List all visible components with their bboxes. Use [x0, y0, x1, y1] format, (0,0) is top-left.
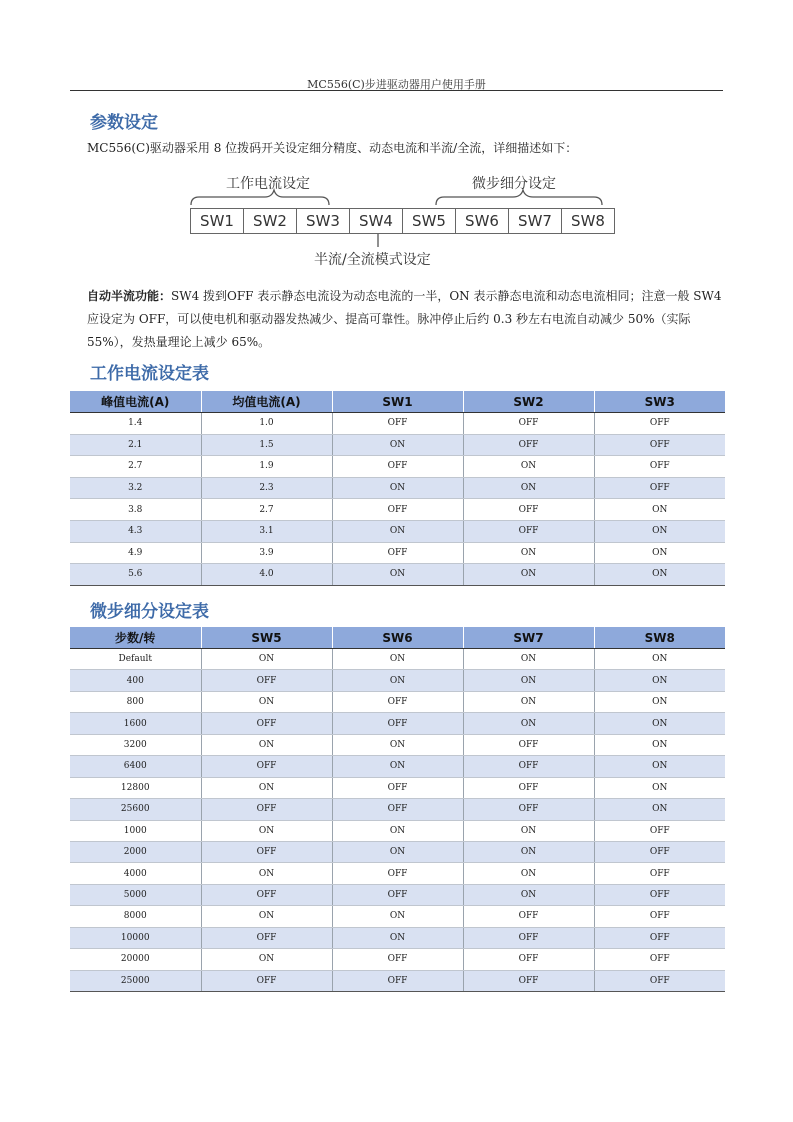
table-cell: ON	[594, 670, 725, 691]
column-header: SW3	[594, 391, 725, 413]
table-cell: OFF	[463, 777, 594, 798]
table-cell: 2.7	[70, 456, 201, 478]
table-cell: ON	[332, 927, 463, 948]
table-cell: OFF	[594, 906, 725, 927]
table-cell: OFF	[463, 520, 594, 542]
table-row	[70, 970, 725, 991]
table-row	[70, 649, 725, 670]
table-row	[70, 863, 725, 884]
table-cell: OFF	[463, 906, 594, 927]
table-cell: 5.6	[70, 564, 201, 586]
current-table	[70, 391, 725, 586]
table-cell: OFF	[594, 413, 725, 435]
column-header: SW8	[594, 627, 725, 649]
table-row	[70, 734, 725, 755]
table-cell: OFF	[201, 841, 332, 862]
section-heading-params: 参数设定	[90, 113, 158, 133]
table-cell: OFF	[201, 670, 332, 691]
table-cell: OFF	[463, 756, 594, 777]
table-cell: 1.0	[201, 413, 332, 435]
auto-half-label: 自动半流功能：	[87, 289, 172, 303]
column-header: SW6	[332, 627, 463, 649]
table-cell: ON	[594, 713, 725, 734]
table-cell: 4000	[70, 863, 201, 884]
column-header: 均值电流(A)	[201, 391, 332, 413]
table-cell: 8000	[70, 906, 201, 927]
table-row	[70, 691, 725, 712]
table-cell: OFF	[332, 777, 463, 798]
table-row	[70, 820, 725, 841]
table-row	[70, 949, 725, 970]
table-cell: OFF	[463, 734, 594, 755]
params-intro: MC556(C)驱动器采用 8 位拨码开关设定细分精度、动态电流和半流/全流，详细描述如下：	[87, 141, 578, 155]
table-cell: OFF	[594, 841, 725, 862]
switch-sw3: SW3	[297, 209, 350, 233]
table-cell: 1.9	[201, 456, 332, 478]
column-header: SW7	[463, 627, 594, 649]
table-cell: 3.9	[201, 542, 332, 564]
table-cell: ON	[201, 863, 332, 884]
table-cell: 6400	[70, 756, 201, 777]
header-rule	[70, 90, 723, 91]
table-cell: ON	[201, 777, 332, 798]
table-cell: 3.1	[201, 520, 332, 542]
table-row	[70, 456, 725, 478]
table-cell: OFF	[201, 927, 332, 948]
table-cell: ON	[332, 564, 463, 586]
table-cell: ON	[594, 499, 725, 521]
table-cell: 10000	[70, 927, 201, 948]
table-cell: OFF	[332, 456, 463, 478]
table-cell: ON	[594, 691, 725, 712]
table-cell: 1.4	[70, 413, 201, 435]
table-cell: 2000	[70, 841, 201, 862]
table-cell: ON	[463, 670, 594, 691]
table-cell: ON	[201, 734, 332, 755]
table-cell: ON	[332, 434, 463, 456]
table-cell: 20000	[70, 949, 201, 970]
table-row	[70, 520, 725, 542]
table-row	[70, 670, 725, 691]
table-cell: OFF	[201, 713, 332, 734]
column-header: SW5	[201, 627, 332, 649]
table-cell: ON	[332, 906, 463, 927]
switch-sw2: SW2	[244, 209, 297, 233]
table-cell: 800	[70, 691, 201, 712]
table-cell: 4.3	[70, 520, 201, 542]
table-cell: ON	[594, 799, 725, 820]
table-cell: ON	[463, 456, 594, 478]
table-cell: OFF	[332, 713, 463, 734]
table-cell: ON	[594, 756, 725, 777]
table-cell: OFF	[594, 477, 725, 499]
table-cell: OFF	[594, 884, 725, 905]
table-cell: OFF	[594, 949, 725, 970]
table-cell: 25600	[70, 799, 201, 820]
table-cell: ON	[463, 841, 594, 862]
table-cell: ON	[594, 542, 725, 564]
table-cell: OFF	[463, 799, 594, 820]
microstep-table-header	[70, 627, 725, 649]
table-cell: 3.8	[70, 499, 201, 521]
microstep-table-heading: 微步细分设定表	[90, 602, 209, 622]
table-cell: OFF	[201, 756, 332, 777]
current-table-heading: 工作电流设定表	[90, 364, 209, 384]
column-header: SW1	[332, 391, 463, 413]
table-cell: OFF	[594, 456, 725, 478]
page-header: MC556(C)步进驱动器用户使用手册	[307, 78, 486, 91]
table-cell: ON	[463, 713, 594, 734]
table-cell: ON	[463, 884, 594, 905]
table-cell: ON	[201, 820, 332, 841]
label-microstep-setting: 微步细分设定	[472, 176, 556, 192]
switch-sw7: SW7	[509, 209, 562, 233]
table-cell: OFF	[332, 413, 463, 435]
label-current-setting: 工作电流设定	[226, 176, 310, 192]
table-cell: 2.1	[70, 434, 201, 456]
table-cell: 5000	[70, 884, 201, 905]
switch-sw4: SW4	[350, 209, 403, 233]
table-cell: OFF	[594, 434, 725, 456]
table-row	[70, 713, 725, 734]
table-cell: OFF	[332, 863, 463, 884]
table-cell: 400	[70, 670, 201, 691]
table-cell: 2.7	[201, 499, 332, 521]
label-half-full-current: 半流/全流模式设定	[314, 252, 431, 268]
table-row	[70, 564, 725, 586]
table-cell: ON	[463, 564, 594, 586]
table-cell: OFF	[332, 799, 463, 820]
table-cell: ON	[594, 520, 725, 542]
table-cell: 3.2	[70, 477, 201, 499]
table-cell: 25000	[70, 970, 201, 991]
table-cell: ON	[594, 649, 725, 670]
table-cell: ON	[332, 820, 463, 841]
table-cell: ON	[463, 691, 594, 712]
table-cell: 4.0	[201, 564, 332, 586]
table-cell: ON	[594, 564, 725, 586]
table-cell: OFF	[201, 799, 332, 820]
table-cell: OFF	[463, 413, 594, 435]
table-row	[70, 841, 725, 862]
table-cell: Default	[70, 649, 201, 670]
table-row	[70, 777, 725, 798]
microstep-table-body	[70, 649, 725, 992]
table-cell: ON	[463, 863, 594, 884]
column-header: SW2	[463, 391, 594, 413]
table-cell: 4.9	[70, 542, 201, 564]
table-cell: ON	[594, 734, 725, 755]
table-cell: ON	[463, 477, 594, 499]
table-cell: OFF	[332, 949, 463, 970]
table-cell: 1000	[70, 820, 201, 841]
table-cell: 2.3	[201, 477, 332, 499]
table-row	[70, 906, 725, 927]
table-cell: 1.5	[201, 434, 332, 456]
table-cell: ON	[463, 542, 594, 564]
auto-half-paragraph	[87, 285, 727, 354]
table-row	[70, 927, 725, 948]
table-cell: OFF	[594, 927, 725, 948]
table-cell: OFF	[594, 863, 725, 884]
table-cell: ON	[201, 906, 332, 927]
table-cell: ON	[332, 670, 463, 691]
table-cell: OFF	[594, 820, 725, 841]
table-row	[70, 542, 725, 564]
table-cell: ON	[332, 756, 463, 777]
table-cell: OFF	[332, 970, 463, 991]
table-cell: ON	[332, 734, 463, 755]
table-row	[70, 499, 725, 521]
table-cell: ON	[201, 949, 332, 970]
table-cell: ON	[332, 841, 463, 862]
switch-row	[190, 208, 615, 234]
table-cell: 3200	[70, 734, 201, 755]
table-cell: OFF	[332, 542, 463, 564]
table-cell: ON	[201, 691, 332, 712]
switch-sw6: SW6	[456, 209, 509, 233]
table-cell: ON	[201, 649, 332, 670]
table-cell: OFF	[594, 970, 725, 991]
table-cell: OFF	[201, 884, 332, 905]
table-cell: ON	[332, 520, 463, 542]
table-cell: OFF	[463, 949, 594, 970]
table-row	[70, 434, 725, 456]
column-header: 峰值电流(A)	[70, 391, 201, 413]
dip-switch-diagram	[188, 165, 628, 275]
table-cell: OFF	[463, 434, 594, 456]
table-cell: OFF	[332, 691, 463, 712]
table-cell: OFF	[463, 927, 594, 948]
table-cell: ON	[332, 649, 463, 670]
switch-sw1: SW1	[191, 209, 244, 233]
table-cell: OFF	[463, 499, 594, 521]
table-cell: ON	[463, 820, 594, 841]
table-row	[70, 884, 725, 905]
table-cell: ON	[594, 777, 725, 798]
switch-sw5: SW5	[403, 209, 456, 233]
table-cell: 1600	[70, 713, 201, 734]
current-table-body	[70, 413, 725, 586]
column-header: 步数/转	[70, 627, 201, 649]
switch-sw8: SW8	[571, 212, 605, 230]
table-row	[70, 413, 725, 435]
table-cell: OFF	[463, 970, 594, 991]
microstep-table	[70, 627, 725, 992]
auto-half-text: SW4 拨到OFF 表示静态电流设为动态电流的一半，ON 表示静态电流和动态电流相同；注意一般 SW4 应设定为 OFF，可以使电机和驱动器发热减少、提高可靠性。脉冲停止后约 0.3 秒左右电流自动减少 50%（实际 55%），发热量理论上减少 65%。	[87, 289, 722, 349]
table-cell: OFF	[332, 884, 463, 905]
table-cell: ON	[463, 649, 594, 670]
table-row	[70, 756, 725, 777]
table-cell: OFF	[201, 970, 332, 991]
current-table-header	[70, 391, 725, 413]
table-row	[70, 799, 725, 820]
table-cell: 12800	[70, 777, 201, 798]
table-cell: ON	[332, 477, 463, 499]
table-row	[70, 477, 725, 499]
table-cell: OFF	[332, 499, 463, 521]
